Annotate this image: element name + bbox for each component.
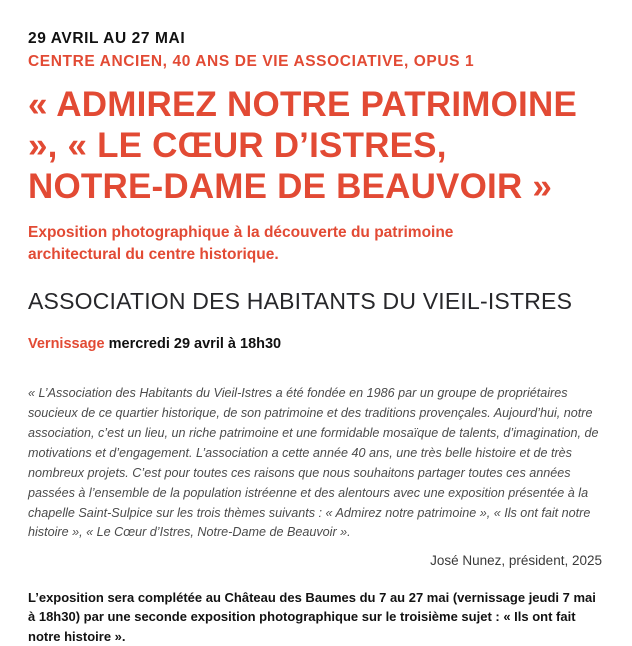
organisation-name: ASSOCIATION DES HABITANTS DU VIEIL-ISTRES <box>28 287 573 314</box>
event-dates-kicker: 29 AVRIL AU 27 MAI <box>28 30 186 47</box>
page-title: « ADMIREZ NOTRE PATRIMOINE », « LE CŒUR D’ISTRES, NOTRE-DAME DE BEAUVOIR » <box>28 84 577 206</box>
vernissage-value: mercredi 29 avril à 18h30 <box>108 336 282 353</box>
event-theme-kicker: CENTRE ANCIEN, 40 ANS DE VIE ASSOCIATIVE, OPUS 1 <box>28 53 475 71</box>
vernissage-label: Vernissage <box>28 336 105 353</box>
quote-signature: José Nunez, président, 2025 <box>430 553 602 569</box>
association-quote-paragraph: « L’Association des Habitants du Vieil-Istres a été fondée en 1986 par un groupe de propriétaires soucieux de ce quartier historique, de son patrimoine et des traditions provençales. Aujourd’hui, notre association, c’est un lieu, un riche patrimoine et une formidable mosaïque de talents, d’imagination, de motivations et d’engagement. L’association a cette année 40 ans, une très belle histoire et de très nombreux projets. C’est pour toutes ces raisons que nous souhaitons partager toutes ces années passées à l’ensemble de la population istréenne et des alentours avec une exposition présentée à la chapelle Saint-Sulpice sur les trois thèmes suivants : « Admirez notre patrimoine », « Ils ont fait notre histoire », « Le Cœur d’Istres, Notre-Dame de Beauvoir ». <box>28 386 599 540</box>
footer-note: L’exposition sera complétée au Château des Baumes du 7 au 27 mai (vernissage jeudi 7 mai à 18h30) par une seconde exposition photographique sur le troisième sujet : « Ils ont fait notre histoire ». <box>28 589 596 644</box>
vernissage-line <box>28 335 602 354</box>
exhibition-subtitle: Exposition photographique à la découverte du patrimoine architectural du centre historique. <box>28 223 454 263</box>
